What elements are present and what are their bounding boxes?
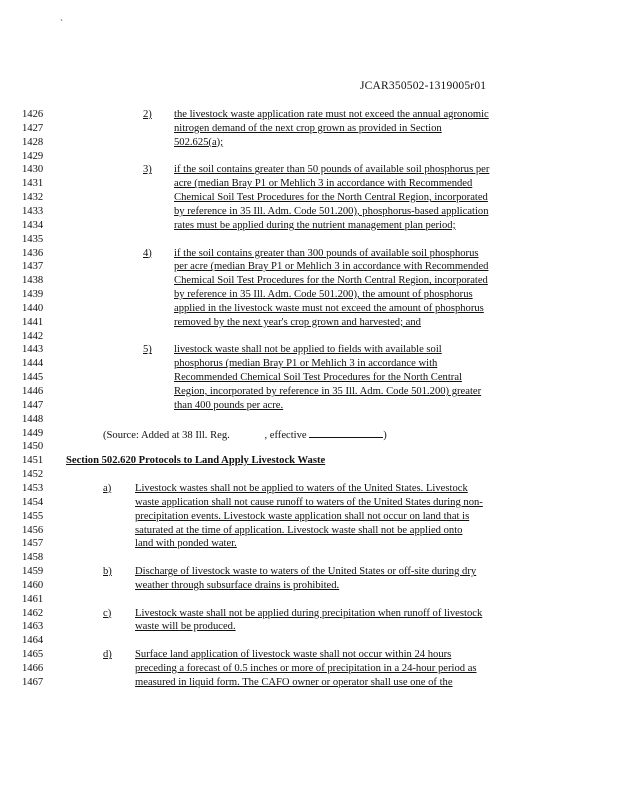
document-line [0, 676, 618, 690]
line-number: 1440 [22, 302, 44, 314]
line-number: 1436 [22, 247, 44, 259]
line-text: if the soil contains greater than 50 pounds of available soil phosphorus per [174, 164, 490, 176]
line-text: per acre (median Bray P1 or Mehlich 3 in accordance with Recommended [174, 261, 489, 273]
line-number: 1434 [22, 219, 44, 231]
source-middle: , effective [264, 429, 310, 441]
line-text: phosphorus (median Bray P1 or Mehlich 3 in accordance with [174, 358, 438, 370]
line-text: livestock waste shall not be applied to fields with available soil [174, 344, 442, 356]
document-line [0, 413, 618, 427]
line-number: 1447 [22, 399, 44, 411]
line-text: Livestock waste shall not be applied during precipitation when runoff of livestock [135, 607, 483, 619]
line-text: waste will be produced. [135, 621, 236, 633]
line-number: 1427 [22, 122, 44, 134]
line-number: 1464 [22, 635, 44, 647]
line-text: preceding a forecast of 0.5 inches or more of precipitation in a 24-hour period as [135, 663, 477, 674]
document-line [0, 468, 618, 482]
document-line [0, 427, 618, 441]
line-number: 1463 [22, 621, 44, 633]
line-text: Discharge of livestock waste to waters of the United States or off-site during dry [135, 566, 477, 578]
document-line [0, 288, 618, 302]
line-number: 1431 [22, 178, 44, 190]
line-text: acre (median Bray P1 or Mehlich 3 in accordance with Recommended [174, 178, 473, 190]
document-line [0, 607, 618, 621]
line-text: rates must be applied during the nutrient management plan period; [174, 219, 456, 231]
document-line [0, 454, 618, 468]
line-number: 1467 [22, 676, 44, 688]
line-number: 1462 [22, 607, 44, 619]
line-number: 1444 [22, 358, 44, 370]
line-text: than 400 pounds per acre. [174, 399, 284, 411]
line-number: 1430 [22, 164, 44, 176]
document-line [0, 648, 618, 662]
document-line [0, 136, 618, 150]
line-number: 1451 [22, 455, 44, 467]
line-text: applied in the livestock waste must not exceed the amount of phosphorus [174, 302, 484, 314]
line-number: 1443 [22, 344, 44, 356]
line-number: 1445 [22, 372, 44, 384]
document-line [0, 565, 618, 579]
line-number: 1456 [22, 524, 44, 536]
line-number: 1433 [22, 205, 44, 217]
item-marker: a) [103, 482, 112, 494]
document-line [0, 634, 618, 648]
line-number: 1459 [22, 566, 44, 578]
line-number: 1437 [22, 261, 44, 273]
line-text: Recommended Chemical Soil Test Procedures for the North Central [174, 372, 462, 384]
line-number: 1450 [22, 441, 44, 453]
document-line [0, 399, 618, 413]
line-text: by reference in 35 Ill. Adm. Code 501.200), phosphorus-based application [174, 205, 489, 217]
line-number: 1466 [22, 663, 44, 674]
line-number: 1439 [22, 289, 44, 301]
line-number: 1449 [22, 427, 44, 439]
reg-blank [232, 428, 264, 438]
document-line [0, 510, 618, 524]
line-number: 1429 [22, 150, 44, 162]
document-line [0, 122, 618, 136]
corner-mark: ` [60, 18, 63, 28]
line-number: 1460 [22, 579, 44, 591]
document-line [0, 440, 618, 454]
document-line [0, 302, 618, 316]
line-text: by reference in 35 Ill. Adm. Code 501.200), the amount of phosphorus [174, 289, 473, 301]
item-marker: 2) [143, 109, 152, 120]
section-heading: Section 502.620 Protocols to Land Apply Livestock Waste [66, 455, 326, 467]
item-marker: 3) [143, 164, 152, 176]
item-marker: d) [103, 649, 112, 661]
document-line [0, 593, 618, 607]
document-line [0, 537, 618, 551]
document-line [0, 357, 618, 371]
document-line [0, 150, 618, 164]
line-text: weather through subsurface drains is prohibited. [135, 579, 340, 591]
line-number: 1461 [22, 593, 44, 605]
line-text: Chemical Soil Test Procedures for the North Central Region, incorporated [174, 192, 488, 204]
line-text: nitrogen demand of the next crop grown as provided in Section [174, 122, 442, 134]
effective-date-blank [309, 427, 383, 438]
line-number: 1452 [22, 469, 44, 481]
line-number: 1442 [22, 330, 44, 342]
item-marker: c) [103, 607, 112, 619]
line-text: Region, incorporated by reference in 35 Ill. Adm. Code 501.200) greater [174, 386, 482, 397]
document-line [0, 496, 618, 510]
line-number: 1455 [22, 510, 44, 522]
line-text: the livestock waste application rate must not exceed the annual agronomic [174, 109, 489, 120]
document-line [0, 482, 618, 496]
document-line [0, 371, 618, 385]
document-line [0, 662, 618, 676]
document-line [0, 233, 618, 247]
document-code: JCAR350502-1319005r01 [360, 80, 487, 92]
line-number: 1441 [22, 316, 44, 328]
source-prefix: (Source: Added at 38 Ill. Reg. [103, 429, 233, 441]
line-number: 1457 [22, 538, 44, 550]
document-line [0, 524, 618, 538]
document-line [0, 579, 618, 593]
line-text: precipitation events. Livestock waste application shall not occur on land that is [135, 510, 470, 522]
line-text: measured in liquid form. The CAFO owner or operator shall use one of the [135, 676, 453, 688]
document-line [0, 205, 618, 219]
document-line [0, 330, 618, 344]
document-line [0, 247, 618, 261]
document-line [0, 177, 618, 191]
line-number: 1454 [22, 496, 44, 508]
line-number: 1448 [22, 413, 44, 425]
line-number: 1453 [22, 482, 44, 494]
document-line [0, 316, 618, 330]
item-marker: b) [103, 566, 112, 578]
document-line [0, 260, 618, 274]
line-number: 1435 [22, 233, 44, 245]
document-line [0, 620, 618, 634]
document-line [0, 163, 618, 177]
line-number: 1432 [22, 192, 44, 204]
item-marker: 4) [143, 247, 152, 259]
line-text: if the soil contains greater than 300 pounds of available soil phosphorus [174, 247, 479, 259]
line-text: removed by the next year's crop grown and harvested; and [174, 316, 421, 328]
document-line [0, 219, 618, 233]
line-number: 1426 [22, 109, 44, 120]
line-text: Chemical Soil Test Procedures for the North Central Region, incorporated [174, 275, 488, 287]
line-text: Surface land application of livestock waste shall not occur within 24 hours [135, 649, 452, 661]
document-line [0, 385, 618, 399]
line-text: saturated at the time of application. Livestock waste shall not be applied onto [135, 524, 463, 536]
document-line [0, 274, 618, 288]
document-line [0, 343, 618, 357]
line-number: 1438 [22, 275, 44, 287]
line-number: 1446 [22, 386, 44, 397]
document-line [0, 191, 618, 205]
line-number: 1465 [22, 649, 44, 661]
line-number: 1458 [22, 552, 44, 564]
line-text: waste application shall not cause runoff to waters of the United States during non- [135, 496, 483, 508]
source-suffix: ) [383, 429, 387, 441]
line-text: 502.625(a); [174, 136, 224, 148]
item-marker: 5) [143, 344, 152, 356]
line-text: land with ponded water. [135, 538, 237, 550]
document-line [0, 551, 618, 565]
document-line [0, 108, 618, 122]
line-text: Livestock wastes shall not be applied to waters of the United States. Livestock [135, 482, 468, 494]
line-number: 1428 [22, 136, 44, 148]
